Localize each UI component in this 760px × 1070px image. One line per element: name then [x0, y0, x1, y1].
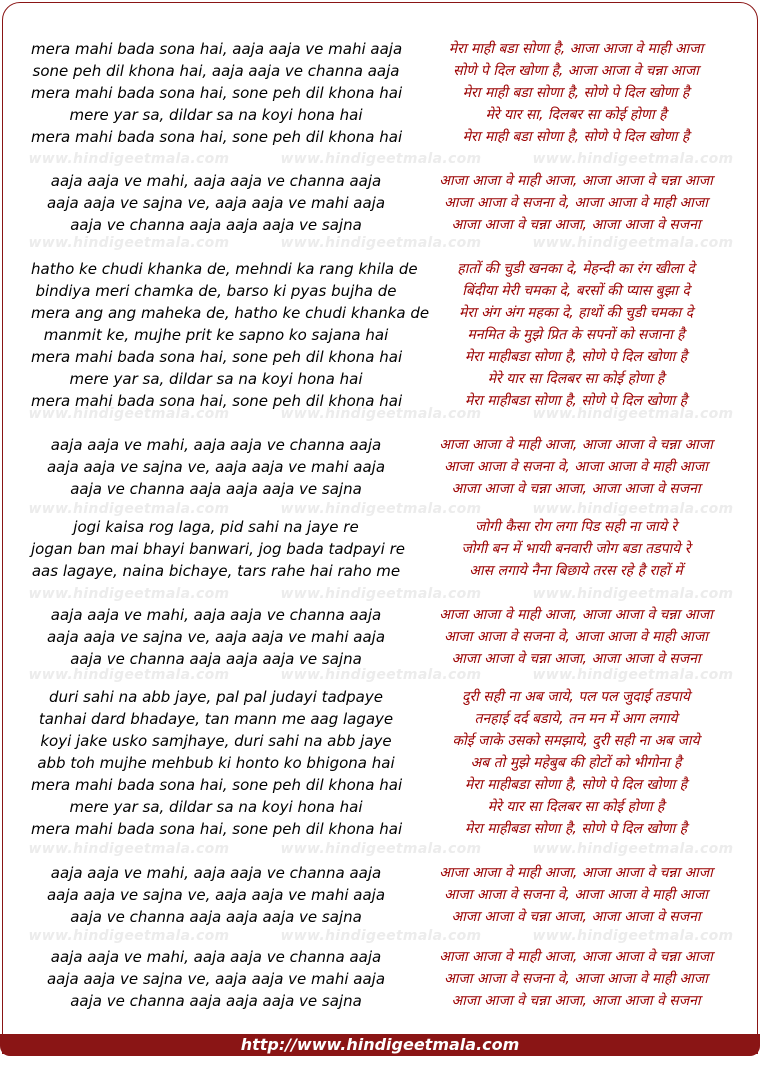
lyric-line-hi: आजा आजा वे सजना वे, आजा आजा वे माही आजा	[444, 629, 708, 645]
lyric-line-en: aaja aaja ve mahi, aaja aaja ve channa aaja	[50, 864, 382, 882]
watermark-text: www.hindigeetmala.com	[280, 667, 482, 683]
watermark-row	[3, 926, 758, 946]
lyric-line-hi: आजा आजा वे चन्ना आजा, आजा आजा वे सजना	[451, 651, 701, 667]
watermark-row	[3, 404, 758, 424]
watermark-row	[3, 499, 758, 519]
watermark-row	[3, 584, 758, 604]
lyric-line-hi: आजा आजा वे माही आजा, आजा आजा वे चन्ना आजा	[439, 865, 713, 881]
lyric-line-en: aaja aaja ve mahi, aaja aaja ve channa aaja	[50, 606, 382, 624]
lyric-line-hi: मेरा अंग अंग महका दे, हाथों की चुडी चमका दे	[458, 305, 694, 321]
watermark-text: www.hindigeetmala.com	[28, 406, 230, 422]
lyric-line-hi: जोगी बन में भायी बनवारी जोग बडा तडपाये रे	[461, 541, 691, 557]
lyric-line-hi: मेरे यार सा दिलबर सा कोई होणा है	[487, 371, 665, 387]
watermark-text: www.hindigeetmala.com	[532, 586, 734, 602]
lyric-line-hi: मेरे यार सा दिलबर सा कोई होणा है	[487, 799, 665, 815]
lyric-line-hi: आजा आजा वे चन्ना आजा, आजा आजा वे सजना	[451, 993, 701, 1009]
lyric-line-hi: आजा आजा वे माही आजा, आजा आजा वे चन्ना आजा	[439, 173, 713, 189]
lyric-line-hi: आजा आजा वे चन्ना आजा, आजा आजा वे सजना	[451, 217, 701, 233]
lyric-line-en: aaja aaja ve mahi, aaja aaja ve channa aaja	[50, 948, 382, 966]
lyric-line-hi: सोणे पे दिल खोणा है, आजा आजा वे चन्ना आजा	[453, 63, 699, 79]
lyric-line-en: aaja ve channa aaja aaja aaja ve sajna	[70, 480, 362, 498]
watermark-text: www.hindigeetmala.com	[280, 501, 482, 517]
lyric-line-en: mera mahi bada sona hai, sone peh dil khona hai	[31, 776, 403, 794]
lyric-line-en: aaja ve channa aaja aaja aaja ve sajna	[70, 650, 362, 668]
lyric-line-hi: आजा आजा वे सजना वे, आजा आजा वे माही आजा	[444, 459, 708, 475]
lyric-line-en: mera mahi bada sona hai, sone peh dil khona hai	[31, 392, 403, 410]
watermark-text: www.hindigeetmala.com	[280, 406, 482, 422]
lyric-line-en: koyi jake usko samjhaye, duri sahi na abb jaye	[40, 732, 392, 750]
lyric-line-en: mere yar sa, dildar sa na koyi hona hai	[69, 370, 363, 388]
lyric-line-hi: बिंदीया मेरी चमका दे, बरसों की प्यास बुझा दे	[462, 283, 690, 299]
watermark-row	[3, 233, 758, 253]
watermark-text: www.hindigeetmala.com	[280, 841, 482, 857]
lyric-line-hi: दुरी सही ना अब जाये, पल पल जुदाई तडपाये	[462, 689, 690, 705]
lyric-line-en: duri sahi na abb jaye, pal pal judayi tadpaye	[49, 688, 383, 706]
watermark-text: www.hindigeetmala.com	[532, 235, 734, 251]
lyrics-frame	[2, 2, 758, 1054]
lyric-line-en: aaja aaja ve sajna ve, aaja aaja ve mahi aaja	[46, 970, 386, 988]
lyric-line-en: mera ang ang maheka de, hatho ke chudi khanka de	[31, 304, 430, 322]
watermark-text: www.hindigeetmala.com	[280, 235, 482, 251]
watermark-text: www.hindigeetmala.com	[28, 151, 230, 167]
lyric-line-hi: मेरा माही बडा सोणा है, सोणे पे दिल खोणा है	[462, 85, 690, 101]
lyric-line-en: aas lagaye, naina bichaye, tars rahe hai raho me	[31, 562, 401, 580]
lyric-line-hi: आजा आजा वे चन्ना आजा, आजा आजा वे सजना	[451, 909, 701, 925]
watermark-text: www.hindigeetmala.com	[28, 928, 230, 944]
lyric-line-en: aaja aaja ve sajna ve, aaja aaja ve mahi aaja	[46, 886, 386, 904]
lyric-line-en: aaja ve channa aaja aaja aaja ve sajna	[70, 908, 362, 926]
lyric-line-en: mera mahi bada sona hai, sone peh dil khona hai	[31, 348, 403, 366]
watermark-text: www.hindigeetmala.com	[532, 667, 734, 683]
watermark-text: www.hindigeetmala.com	[280, 151, 482, 167]
watermark-row	[3, 665, 758, 685]
lyric-line-en: mere yar sa, dildar sa na koyi hona hai	[69, 798, 363, 816]
watermark-text: www.hindigeetmala.com	[532, 151, 734, 167]
lyric-line-en: jogan ban mai bhayi banwari, jog bada tadpayi re	[31, 540, 405, 558]
lyric-line-en: aaja aaja ve sajna ve, aaja aaja ve mahi aaja	[46, 194, 386, 212]
lyric-line-hi: आस लगाये नैना बिछाये तरस रहे है राहों में	[469, 563, 683, 579]
lyric-line-en: aaja aaja ve mahi, aaja aaja ve channa aaja	[50, 436, 382, 454]
watermark-text: www.hindigeetmala.com	[532, 501, 734, 517]
watermark-text: www.hindigeetmala.com	[532, 406, 734, 422]
lyric-line-en: aaja aaja ve mahi, aaja aaja ve channa aaja	[50, 172, 382, 190]
lyric-line-hi: जोगी कैसा रोग लगा पिड सही ना जाये रे	[474, 519, 678, 535]
lyric-line-en: hatho ke chudi khanka de, mehndi ka rang khila de	[31, 260, 418, 278]
watermark-text: www.hindigeetmala.com	[28, 501, 230, 517]
lyric-line-en: manmit ke, mujhe prit ke sapno ko sajana hai	[43, 326, 389, 344]
lyric-line-en: tanhai dard bhadaye, tan mann me aag lagaye	[38, 710, 394, 728]
lyric-line-hi: आजा आजा वे माही आजा, आजा आजा वे चन्ना आजा	[439, 949, 713, 965]
lyric-line-hi: मनमित के मुझे प्रित के सपनों को सजाना है	[467, 327, 685, 343]
lyric-line-en: mera mahi bada sona hai, aaja aaja ve mahi aaja	[31, 40, 403, 58]
lyric-line-hi: आजा आजा वे चन्ना आजा, आजा आजा वे सजना	[451, 481, 701, 497]
lyric-line-en: aaja ve channa aaja aaja aaja ve sajna	[70, 216, 362, 234]
lyric-line-hi: आजा आजा वे माही आजा, आजा आजा वे चन्ना आजा	[439, 607, 713, 623]
lyric-line-hi: कोई जाके उसको समझाये, दुरी सही ना अब जाये	[452, 733, 700, 749]
watermark-text: www.hindigeetmala.com	[280, 586, 482, 602]
lyric-line-hi: मेरा माहीबडा सोणा है, सोणे पे दिल खोणा है	[464, 777, 688, 793]
lyric-line-en: aaja aaja ve sajna ve, aaja aaja ve mahi aaja	[46, 628, 386, 646]
lyric-line-en: aaja aaja ve sajna ve, aaja aaja ve mahi aaja	[46, 458, 386, 476]
lyric-line-en: aaja ve channa aaja aaja aaja ve sajna	[70, 992, 362, 1010]
lyric-line-hi: आजा आजा वे सजना वे, आजा आजा वे माही आजा	[444, 195, 708, 211]
footer-bar	[0, 1034, 760, 1056]
lyric-line-hi: हातों की चुडी खनका दे, मेहन्दी का रंग खीला दे	[457, 261, 695, 277]
watermark-row	[3, 149, 758, 169]
watermark-text: www.hindigeetmala.com	[28, 586, 230, 602]
lyric-line-hi: मेरा माही बडा सोणा है, आजा आजा वे माही आजा	[448, 41, 704, 57]
watermark-row	[3, 839, 758, 859]
watermark-text: www.hindigeetmala.com	[280, 928, 482, 944]
lyric-line-en: mera mahi bada sona hai, sone peh dil khona hai	[31, 128, 403, 146]
lyric-line-hi: अब तो मुझे महेबुब की होटों को भीगोना है	[470, 755, 682, 771]
lyric-line-hi: आजा आजा वे सजना वे, आजा आजा वे माही आजा	[444, 971, 708, 987]
lyric-line-en: bindiya meri chamka de, barso ki pyas bujha de	[35, 282, 397, 300]
lyric-line-en: jogi kaisa rog laga, pid sahi na jaye re	[73, 518, 359, 536]
lyric-line-hi: आजा आजा वे माही आजा, आजा आजा वे चन्ना आजा	[439, 437, 713, 453]
lyric-line-en: mera mahi bada sona hai, sone peh dil khona hai	[31, 820, 403, 838]
lyric-line-en: sone peh dil khona hai, aaja aaja ve channa aaja	[32, 62, 400, 80]
lyric-line-en: mere yar sa, dildar sa na koyi hona hai	[69, 106, 363, 124]
lyric-line-en: abb toh mujhe mehbub ki honto ko bhigona hai	[37, 754, 395, 772]
lyric-line-hi: मेरा माहीबडा सोणा है, सोणे पे दिल खोणा है	[464, 821, 688, 837]
lyric-line-hi: मेरे यार सा, दिलबर सा कोई होणा है	[485, 107, 667, 123]
lyric-line-hi: मेरा माहीबडा सोणा है, सोणे पे दिल खोणा है	[464, 349, 688, 365]
footer-url-link[interactable]: http://www.hindigeetmala.com	[240, 1035, 520, 1054]
lyric-line-en: mera mahi bada sona hai, sone peh dil khona hai	[31, 84, 403, 102]
watermark-text: www.hindigeetmala.com	[532, 841, 734, 857]
watermark-text: www.hindigeetmala.com	[532, 928, 734, 944]
lyric-line-hi: मेरा माही बडा सोणा है, सोणे पे दिल खोणा है	[462, 129, 690, 145]
watermark-text: www.hindigeetmala.com	[28, 841, 230, 857]
lyric-line-hi: तनहाई दर्द बडाये, तन मन में आग लगाये	[474, 711, 678, 727]
watermark-text: www.hindigeetmala.com	[28, 235, 230, 251]
lyric-line-hi: आजा आजा वे सजना वे, आजा आजा वे माही आजा	[444, 887, 708, 903]
watermark-text: www.hindigeetmala.com	[28, 667, 230, 683]
lyric-line-hi: मेरा माहीबडा सोणा है, सोणे पे दिल खोणा है	[464, 393, 688, 409]
